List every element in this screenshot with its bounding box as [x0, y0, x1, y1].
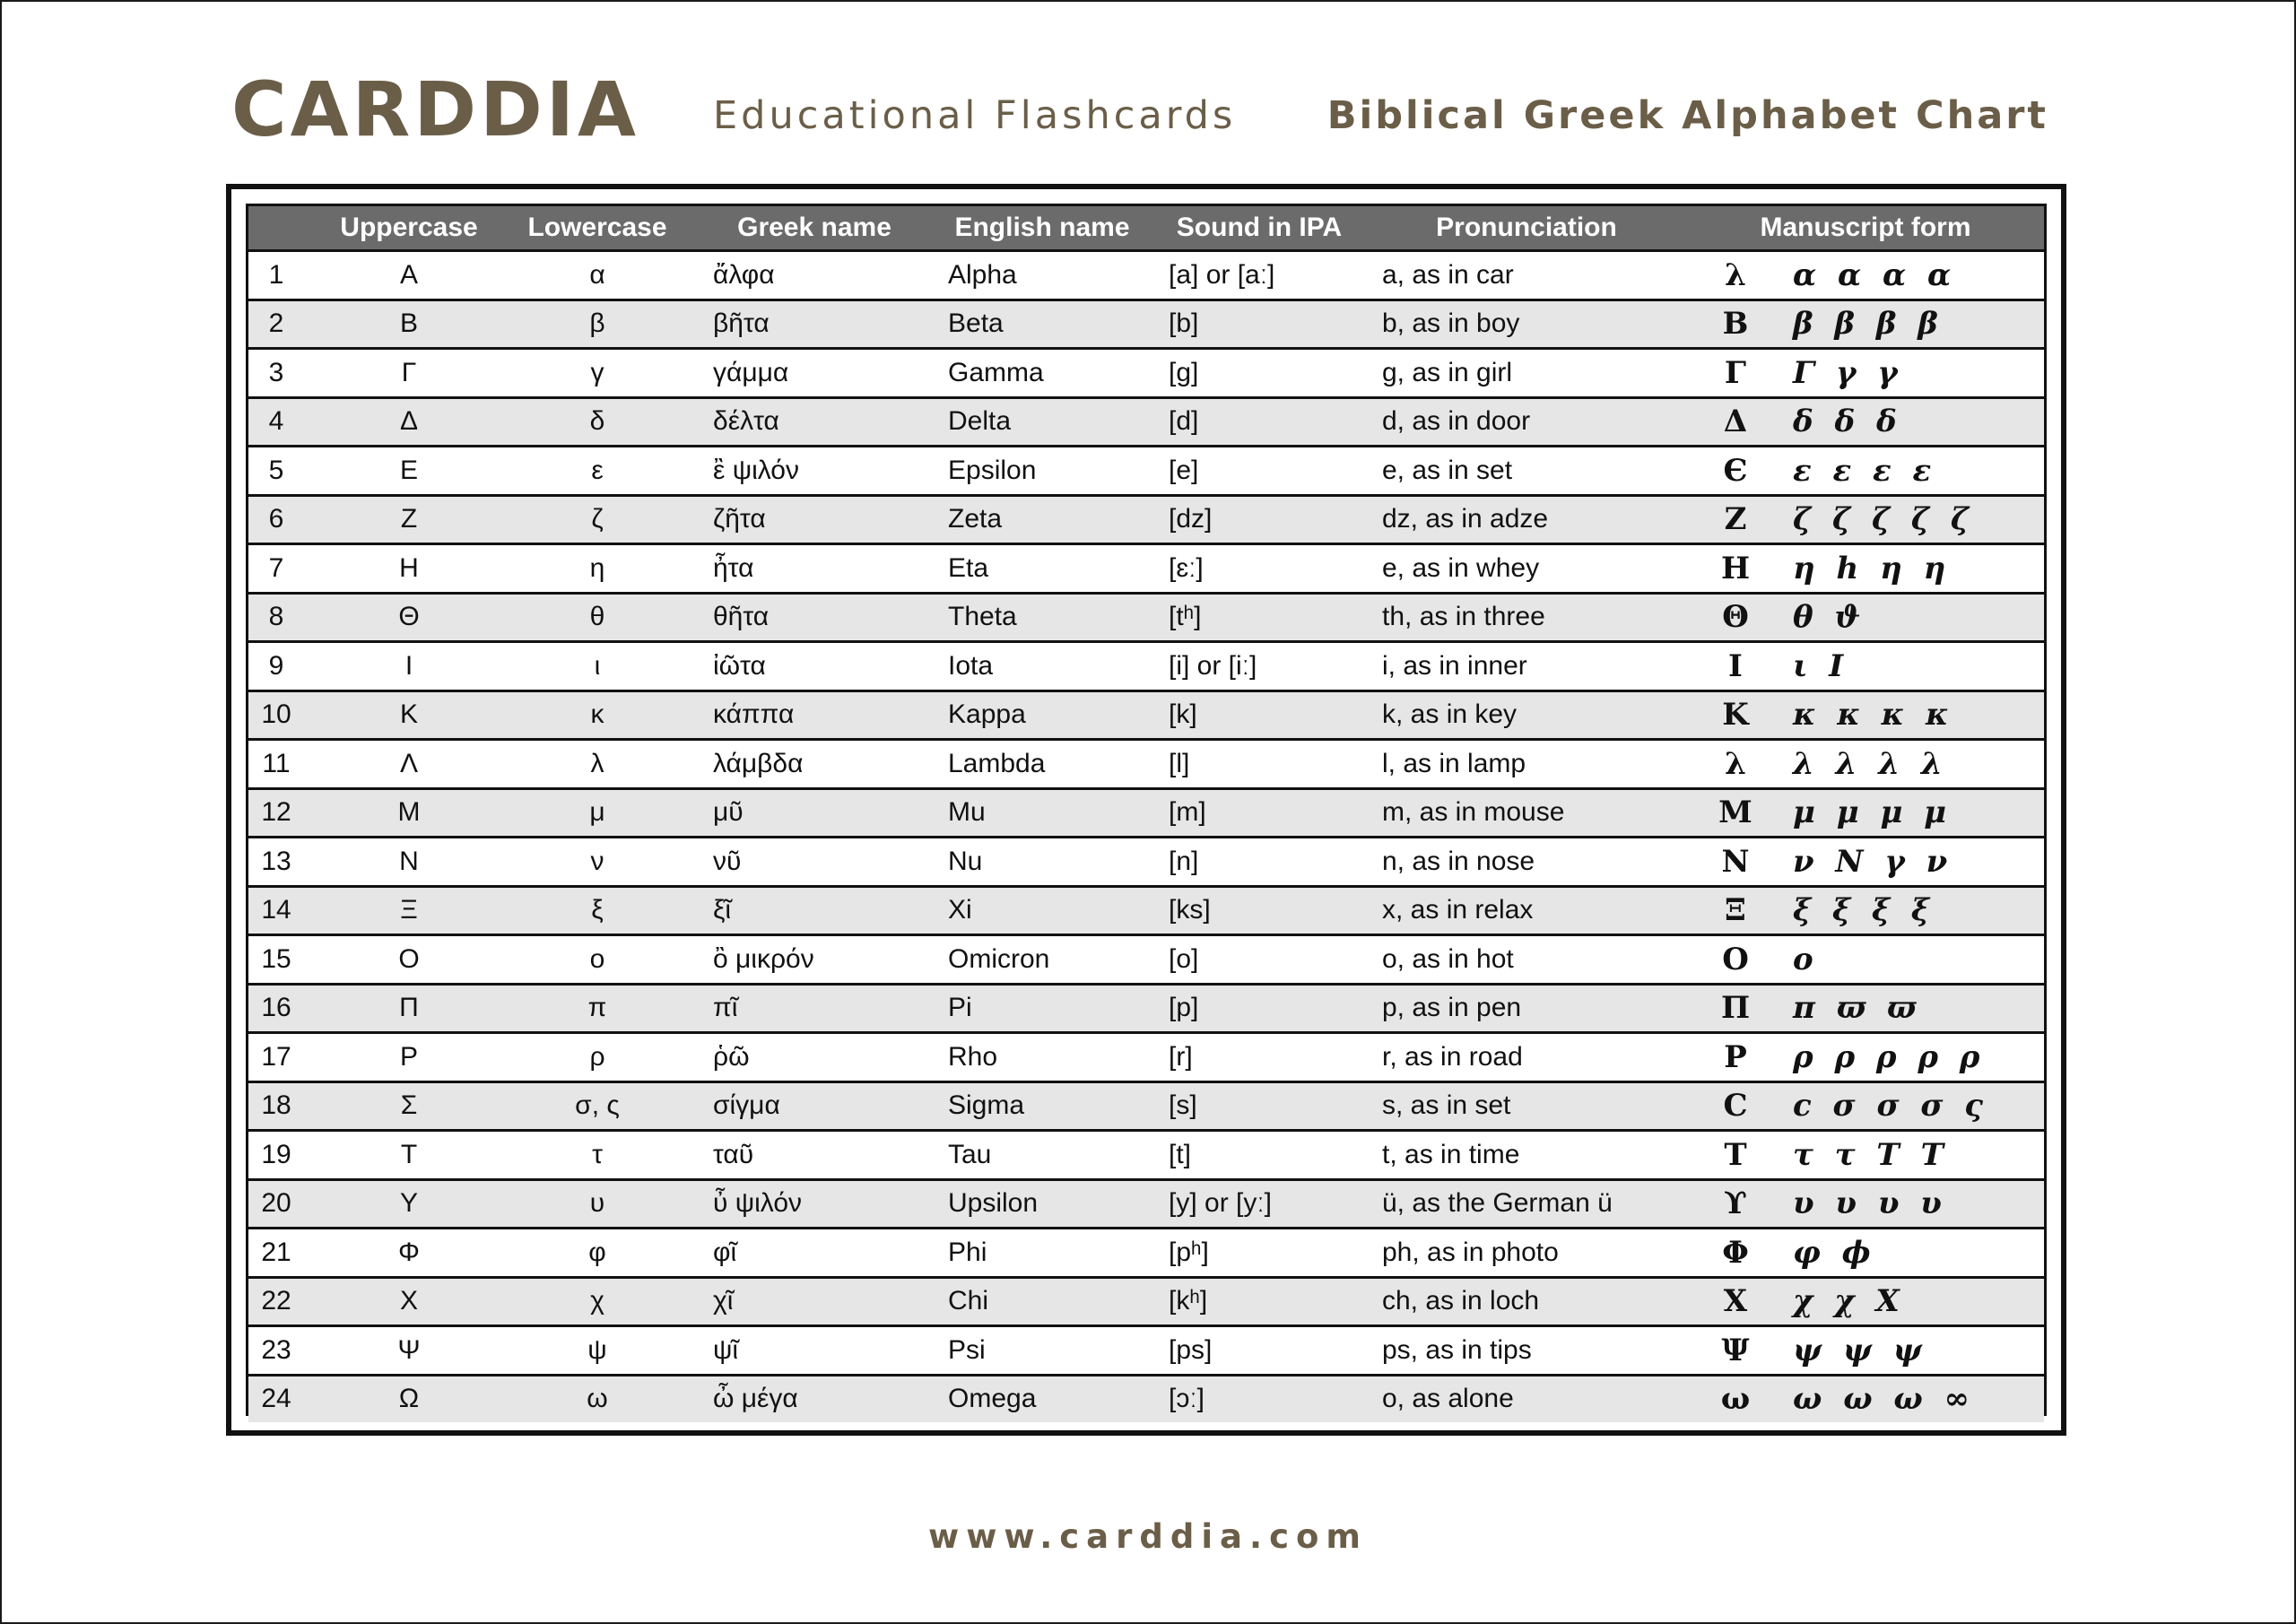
manuscript-form: [1687, 642, 2044, 691]
manuscript-uncial: Δ: [1723, 404, 1748, 440]
lowercase-letter: μ: [498, 788, 697, 838]
english-name: Zeta: [932, 495, 1152, 544]
english-name: Chi: [932, 1277, 1152, 1326]
pronunciation: e, as in set: [1366, 447, 1687, 496]
lowercase-letter: ξ: [498, 886, 697, 935]
manuscript-uncial: Η: [1720, 550, 1751, 586]
ipa-sound: [g]: [1152, 349, 1366, 398]
manuscript-uncial: Ι: [1728, 647, 1743, 684]
row-number: 20: [248, 1179, 320, 1229]
english-name: Xi: [932, 886, 1152, 935]
pronunciation: ch, as in loch: [1366, 1277, 1687, 1326]
uppercase-letter: Κ: [320, 690, 498, 740]
greek-name: ἰῶτα: [697, 642, 932, 691]
manuscript-uncial: ϒ: [1724, 1185, 1747, 1222]
greek-name: βῆτα: [697, 300, 932, 349]
column-header: Uppercase: [320, 206, 498, 251]
manuscript-variants: ν Ν γ ν: [1793, 843, 1953, 880]
uppercase-letter: Ο: [320, 935, 498, 985]
row-number: 14: [248, 886, 320, 935]
row-number: 6: [248, 495, 320, 544]
ipa-sound: [i] or [iː]: [1152, 642, 1366, 691]
table-row: [248, 935, 2044, 985]
lowercase-letter: ω: [498, 1375, 697, 1422]
table-row: [248, 690, 2044, 740]
pronunciation: th, as in three: [1366, 593, 1687, 642]
english-name: Omega: [932, 1375, 1152, 1422]
manuscript-uncial: Ϲ: [1723, 1088, 1748, 1125]
lowercase-letter: π: [498, 984, 697, 1033]
chart-title: Biblical Greek Alphabet Chart: [1326, 93, 2048, 138]
manuscript-uncial: Ψ: [1721, 1332, 1750, 1368]
manuscript-form: [1687, 251, 2044, 300]
manuscript-variants: κ κ κ κ: [1793, 697, 1954, 734]
table-row: [248, 788, 2044, 838]
table-row: [248, 886, 2044, 935]
row-number: 23: [248, 1326, 320, 1376]
ipa-sound: [kʰ]: [1152, 1277, 1366, 1326]
lowercase-letter: ε: [498, 447, 697, 496]
uppercase-letter: Χ: [320, 1277, 498, 1326]
table-row: [248, 1326, 2044, 1376]
english-name: Theta: [932, 593, 1152, 642]
manuscript-uncial: Ξ: [1725, 892, 1746, 929]
table-body: [248, 251, 2044, 1423]
greek-name: σίγμα: [697, 1081, 932, 1131]
manuscript-variants: η h η η: [1793, 550, 1952, 586]
english-name: Alpha: [932, 251, 1152, 300]
english-name: Lambda: [932, 740, 1152, 789]
table-row: [248, 447, 2044, 496]
lowercase-letter: υ: [498, 1179, 697, 1229]
uppercase-letter: Ψ: [320, 1326, 498, 1376]
manuscript-uncial: Ζ: [1724, 501, 1747, 538]
greek-name: ξῖ: [697, 886, 932, 935]
uppercase-letter: Ρ: [320, 1033, 498, 1082]
greek-name: ἒ ψιλόν: [697, 447, 932, 496]
ipa-sound: [r]: [1152, 1033, 1366, 1082]
column-header: Lowercase: [498, 206, 697, 251]
row-number: 11: [248, 740, 320, 789]
ipa-sound: [m]: [1152, 788, 1366, 838]
row-number: 5: [248, 447, 320, 496]
manuscript-form: [1687, 788, 2044, 838]
alphabet-table: [248, 206, 2044, 1422]
manuscript-variants: χ χ Χ: [1793, 1283, 1905, 1320]
row-number: 9: [248, 642, 320, 691]
ipa-sound: [dz]: [1152, 495, 1366, 544]
pronunciation: k, as in key: [1366, 690, 1687, 740]
ipa-sound: [ps]: [1152, 1326, 1366, 1376]
row-number: 19: [248, 1131, 320, 1180]
manuscript-uncial: Β: [1722, 306, 1749, 343]
uppercase-letter: Ξ: [320, 886, 498, 935]
english-name: Delta: [932, 397, 1152, 447]
table-row: [248, 1033, 2044, 1082]
column-header: Pronunciation: [1366, 206, 1687, 251]
pronunciation: dz, as in adze: [1366, 495, 1687, 544]
manuscript-form: [1687, 935, 2044, 985]
table-row: [248, 251, 2044, 300]
ipa-sound: [tʰ]: [1152, 593, 1366, 642]
greek-name: γάμμα: [697, 349, 932, 398]
row-number: 12: [248, 788, 320, 838]
uppercase-letter: Γ: [320, 349, 498, 398]
greek-name: ὂ μικρόν: [697, 935, 932, 985]
pronunciation: i, as in inner: [1366, 642, 1687, 691]
manuscript-form: [1687, 544, 2044, 594]
greek-name: ἦτα: [697, 544, 932, 594]
manuscript-variants: ψ ψ ψ: [1793, 1332, 1927, 1368]
manuscript-uncial: Χ: [1723, 1283, 1748, 1320]
manuscript-variants: θ ϑ: [1793, 599, 1866, 636]
uppercase-letter: Σ: [320, 1081, 498, 1131]
alphabet-table-inner: [246, 204, 2047, 1416]
greek-name: ὦ μέγα: [697, 1375, 932, 1422]
manuscript-form: [1687, 1081, 2044, 1131]
table-row: [248, 349, 2044, 398]
lowercase-letter: δ: [498, 397, 697, 447]
manuscript-form: [1687, 349, 2044, 398]
alphabet-table-frame: [226, 184, 2066, 1436]
carddia-logo: [231, 61, 671, 142]
english-name: Upsilon: [932, 1179, 1152, 1229]
lowercase-letter: ο: [498, 935, 697, 985]
uppercase-letter: Α: [320, 251, 498, 300]
greek-name: κάππα: [697, 690, 932, 740]
english-name: Omicron: [932, 935, 1152, 985]
manuscript-variants: τ τ Τ Τ: [1793, 1136, 1949, 1173]
table-row: [248, 1277, 2044, 1326]
manuscript-variants: ι Ι: [1793, 647, 1849, 684]
uppercase-letter: Υ: [320, 1179, 498, 1229]
pronunciation: ü, as the German ü: [1366, 1179, 1687, 1229]
row-number: 17: [248, 1033, 320, 1082]
greek-name: ῥῶ: [697, 1033, 932, 1082]
manuscript-variants: β β β β: [1793, 306, 1944, 343]
column-header: Manuscript form: [1687, 206, 2044, 251]
row-number: 18: [248, 1081, 320, 1131]
table-row: [248, 838, 2044, 887]
manuscript-uncial: Θ: [1722, 599, 1749, 636]
greek-name: ψῖ: [697, 1326, 932, 1376]
row-number: 24: [248, 1375, 320, 1422]
english-name: Tau: [932, 1131, 1152, 1180]
manuscript-form: [1687, 1033, 2044, 1082]
uppercase-letter: Θ: [320, 593, 498, 642]
greek-name: φῖ: [697, 1229, 932, 1278]
greek-name: ὖ ψιλόν: [697, 1179, 932, 1229]
manuscript-uncial: ω: [1720, 1381, 1751, 1418]
manuscript-variants: υ υ υ υ: [1793, 1185, 1947, 1222]
row-number: 3: [248, 349, 320, 398]
manuscript-variants: ζ ζ ζ ζ ζ: [1793, 501, 1975, 538]
manuscript-form: [1687, 984, 2044, 1033]
uppercase-letter: Π: [320, 984, 498, 1033]
manuscript-form: [1687, 886, 2044, 935]
english-name: Phi: [932, 1229, 1152, 1278]
manuscript-form: [1687, 1229, 2044, 1278]
pronunciation: e, as in whey: [1366, 544, 1687, 594]
manuscript-form: [1687, 1131, 2044, 1180]
website-url: www.carddia.com: [928, 1517, 1368, 1556]
uppercase-letter: Τ: [320, 1131, 498, 1180]
greek-name: χῖ: [697, 1277, 932, 1326]
table-row: [248, 984, 2044, 1033]
manuscript-form: [1687, 397, 2044, 447]
table-row: [248, 300, 2044, 349]
table-row: [248, 495, 2044, 544]
manuscript-variants: μ μ μ μ: [1793, 795, 1952, 831]
pronunciation: a, as in car: [1366, 251, 1687, 300]
ipa-sound: [s]: [1152, 1081, 1366, 1131]
table-row: [248, 1179, 2044, 1229]
manuscript-uncial: Τ: [1724, 1136, 1747, 1173]
row-number: 22: [248, 1277, 320, 1326]
uppercase-letter: Η: [320, 544, 498, 594]
manuscript-form: [1687, 1277, 2044, 1326]
manuscript-variants: ξ ξ ξ ξ: [1793, 892, 1935, 929]
ipa-sound: [t]: [1152, 1131, 1366, 1180]
uppercase-letter: Δ: [320, 397, 498, 447]
greek-name: ἄλφα: [697, 251, 932, 300]
uppercase-letter: Ω: [320, 1375, 498, 1422]
lowercase-letter: ρ: [498, 1033, 697, 1082]
english-name: Beta: [932, 300, 1152, 349]
english-name: Pi: [932, 984, 1152, 1033]
lowercase-letter: φ: [498, 1229, 697, 1278]
logo-text: CARDDIA: [231, 65, 640, 142]
manuscript-variants: ρ ρ ρ ρ ρ: [1793, 1038, 1986, 1075]
uppercase-letter: Ν: [320, 838, 498, 887]
lowercase-letter: α: [498, 251, 697, 300]
lowercase-letter: σ, ς: [498, 1081, 697, 1131]
lowercase-letter: ν: [498, 838, 697, 887]
pronunciation: r, as in road: [1366, 1033, 1687, 1082]
manuscript-form: [1687, 690, 2044, 740]
row-number: 1: [248, 251, 320, 300]
ipa-sound: [b]: [1152, 300, 1366, 349]
greek-name: θῆτα: [697, 593, 932, 642]
english-name: Mu: [932, 788, 1152, 838]
table-row: [248, 544, 2044, 594]
uppercase-letter: Β: [320, 300, 498, 349]
manuscript-variants: π ϖ ϖ: [1793, 990, 1922, 1027]
row-number: 4: [248, 397, 320, 447]
english-name: Nu: [932, 838, 1152, 887]
manuscript-uncial: Μ: [1718, 795, 1752, 831]
english-name: Rho: [932, 1033, 1152, 1082]
row-number: 16: [248, 984, 320, 1033]
row-number: 21: [248, 1229, 320, 1278]
manuscript-variants: λ λ λ λ: [1793, 745, 1948, 782]
greek-name: μῦ: [697, 788, 932, 838]
english-name: Psi: [932, 1326, 1152, 1376]
ipa-sound: [e]: [1152, 447, 1366, 496]
pronunciation: g, as in girl: [1366, 349, 1687, 398]
ipa-sound: [ks]: [1152, 886, 1366, 935]
uppercase-letter: Μ: [320, 788, 498, 838]
manuscript-form: [1687, 1326, 2044, 1376]
english-name: Eta: [932, 544, 1152, 594]
lowercase-letter: τ: [498, 1131, 697, 1180]
pronunciation: n, as in nose: [1366, 838, 1687, 887]
lowercase-letter: χ: [498, 1277, 697, 1326]
manuscript-variants: φ ϕ: [1793, 1234, 1876, 1271]
manuscript-uncial: λ: [1725, 745, 1746, 782]
manuscript-form: [1687, 838, 2044, 887]
ipa-sound: [ɛː]: [1152, 544, 1366, 594]
table-header-row: [248, 206, 2044, 251]
manuscript-form: [1687, 1375, 2044, 1422]
table-row: [248, 593, 2044, 642]
row-number: 8: [248, 593, 320, 642]
ipa-sound: [n]: [1152, 838, 1366, 887]
row-number: 2: [248, 300, 320, 349]
ipa-sound: [ɔː]: [1152, 1375, 1366, 1422]
lowercase-letter: γ: [498, 349, 697, 398]
english-name: Iota: [932, 642, 1152, 691]
pronunciation: x, as in relax: [1366, 886, 1687, 935]
ipa-sound: [k]: [1152, 690, 1366, 740]
manuscript-uncial: Ο: [1722, 941, 1749, 977]
lowercase-letter: θ: [498, 593, 697, 642]
pronunciation: o, as in hot: [1366, 935, 1687, 985]
manuscript-form: [1687, 300, 2044, 349]
manuscript-form: [1687, 740, 2044, 789]
pronunciation: p, as in pen: [1366, 984, 1687, 1033]
manuscript-form: [1687, 1179, 2044, 1229]
pronunciation: s, as in set: [1366, 1081, 1687, 1131]
greek-name: ζῆτα: [697, 495, 932, 544]
uppercase-letter: Ε: [320, 447, 498, 496]
lowercase-letter: η: [498, 544, 697, 594]
pronunciation: t, as in time: [1366, 1131, 1687, 1180]
manuscript-uncial: λ: [1725, 256, 1746, 293]
manuscript-form: [1687, 593, 2044, 642]
greek-name: ταῦ: [697, 1131, 932, 1180]
ipa-sound: [a] or [aː]: [1152, 251, 1366, 300]
table-row: [248, 397, 2044, 447]
greek-name: λάμβδα: [697, 740, 932, 789]
english-name: Epsilon: [932, 447, 1152, 496]
pronunciation: ps, as in tips: [1366, 1326, 1687, 1376]
lowercase-letter: ι: [498, 642, 697, 691]
pronunciation: ph, as in photo: [1366, 1229, 1687, 1278]
english-name: Sigma: [932, 1081, 1152, 1131]
manuscript-variants: α α α α: [1793, 256, 1957, 293]
pronunciation: b, as in boy: [1366, 300, 1687, 349]
row-number: 15: [248, 935, 320, 985]
manuscript-uncial: Φ: [1722, 1234, 1749, 1271]
row-number: 10: [248, 690, 320, 740]
manuscript-variants: ε ε ε ε: [1793, 452, 1937, 489]
table-row: [248, 1131, 2044, 1180]
ipa-sound: [o]: [1152, 935, 1366, 985]
english-name: Gamma: [932, 349, 1152, 398]
table-row: [248, 642, 2044, 691]
pronunciation: m, as in mouse: [1366, 788, 1687, 838]
ipa-sound: [d]: [1152, 397, 1366, 447]
lowercase-letter: ψ: [498, 1326, 697, 1376]
pronunciation: d, as in door: [1366, 397, 1687, 447]
ipa-sound: [p]: [1152, 984, 1366, 1033]
ipa-sound: [pʰ]: [1152, 1229, 1366, 1278]
manuscript-variants: Γ γ γ: [1793, 354, 1903, 391]
greek-name: δέλτα: [697, 397, 932, 447]
manuscript-uncial: Γ: [1724, 354, 1747, 391]
table-row: [248, 1081, 2044, 1131]
manuscript-uncial: Ν: [1721, 843, 1750, 880]
manuscript-uncial: Є: [1723, 452, 1748, 489]
manuscript-variants: ο: [1793, 941, 1819, 977]
ipa-sound: [l]: [1152, 740, 1366, 789]
table-row: [248, 1229, 2044, 1278]
pronunciation: l, as in lamp: [1366, 740, 1687, 789]
column-header: Sound in IPA: [1152, 206, 1366, 251]
pronunciation: o, as alone: [1366, 1375, 1687, 1422]
manuscript-variants: ω ω ω ∞: [1793, 1381, 1975, 1418]
manuscript-variants: ϲ σ σ σ ς: [1793, 1088, 1988, 1125]
manuscript-uncial: Π: [1720, 990, 1751, 1027]
uppercase-letter: Λ: [320, 740, 498, 789]
lowercase-letter: λ: [498, 740, 697, 789]
greek-name: νῦ: [697, 838, 932, 887]
manuscript-uncial: Κ: [1722, 697, 1749, 734]
greek-name: πῖ: [697, 984, 932, 1033]
uppercase-letter: Φ: [320, 1229, 498, 1278]
column-header: Greek name: [697, 206, 932, 251]
uppercase-letter: Ζ: [320, 495, 498, 544]
manuscript-form: [1687, 447, 2044, 496]
column-header: English name: [932, 206, 1152, 251]
manuscript-variants: δ δ δ: [1793, 404, 1902, 440]
lowercase-letter: ζ: [498, 495, 697, 544]
table-row: [248, 740, 2044, 789]
row-number: 13: [248, 838, 320, 887]
table-row: [248, 1375, 2044, 1422]
manuscript-form: [1687, 495, 2044, 544]
manuscript-uncial: Ρ: [1724, 1038, 1747, 1075]
ipa-sound: [y] or [yː]: [1152, 1179, 1366, 1229]
english-name: Kappa: [932, 690, 1152, 740]
column-header: [248, 206, 320, 251]
uppercase-letter: Ι: [320, 642, 498, 691]
tagline: Educational Flashcards: [713, 93, 1237, 138]
row-number: 7: [248, 544, 320, 594]
lowercase-letter: β: [498, 300, 697, 349]
lowercase-letter: κ: [498, 690, 697, 740]
